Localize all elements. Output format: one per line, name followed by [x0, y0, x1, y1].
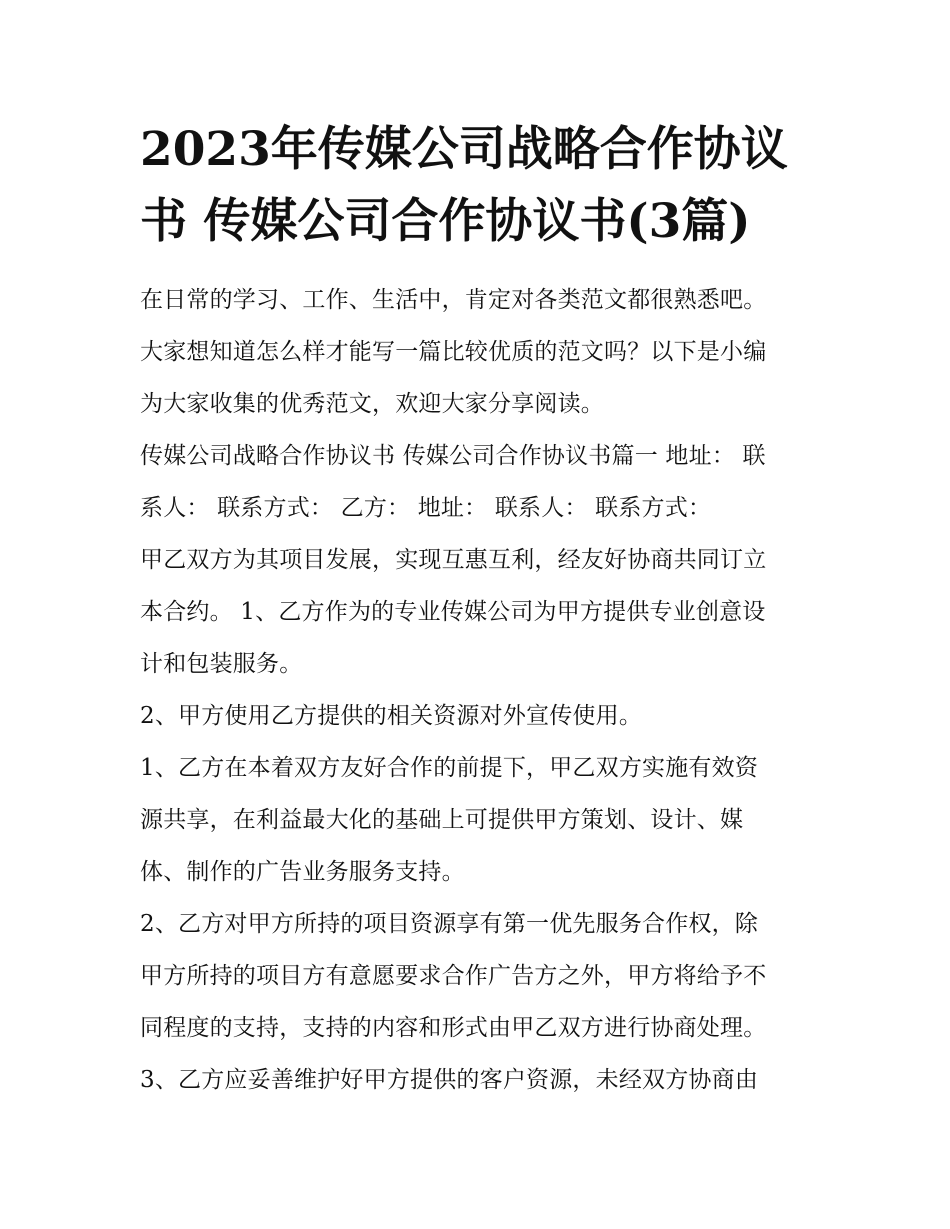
- body-line: 为大家收集的优秀范文，欢迎大家分享阅读。: [140, 391, 604, 417]
- body-line: 3、乙方应妥善维护好甲方提供的客户资源，未经双方协商由: [140, 1067, 759, 1093]
- body-line: 系人： 联系方式： 乙方： 地址： 联系人： 联系方式：: [140, 495, 712, 521]
- body-line: 1、乙方在本着双方友好合作的前提下，甲乙双方实施有效资: [140, 755, 759, 781]
- body-line: 同程度的支持，支持的内容和形式由甲乙双方进行协商处理。: [140, 1015, 767, 1041]
- body-line: 大家想知道怎么样才能写一篇比较优质的范文吗？以下是小编: [140, 339, 767, 365]
- body-line: 2、乙方对甲方所持的项目资源享有第一优先服务合作权，除: [140, 911, 759, 937]
- body-line: 体、制作的广告业务服务支持。: [140, 859, 465, 885]
- body-line: 在日常的学习、工作、生活中，肯定对各类范文都很熟悉吧。: [140, 287, 767, 313]
- body-line: 本合约。 1、乙方作为的专业传媒公司为甲方提供专业创意设: [140, 599, 766, 625]
- body-line: 2、甲方使用乙方提供的相关资源对外宣传使用。: [140, 703, 643, 729]
- body-line: 源共享，在利益最大化的基础上可提供甲方策划、设计、媒: [140, 807, 744, 833]
- title-line-1: 2023年传媒公司战略合作协议: [140, 122, 788, 177]
- title-line-2: 书 传媒公司合作协议书(3篇): [140, 194, 751, 249]
- document-body: [140, 274, 820, 1106]
- body-line: 甲乙双方为其项目发展，实现互惠互利，经友好协商共同订立: [140, 547, 767, 573]
- body-line: 甲方所持的项目方有意愿要求合作广告方之外，甲方将给予不: [140, 963, 767, 989]
- document-title: [140, 114, 830, 258]
- body-line: 传媒公司战略合作协议书 传媒公司合作协议书篇一 地址： 联: [140, 443, 766, 469]
- body-line: 计和包装服务。: [140, 651, 303, 677]
